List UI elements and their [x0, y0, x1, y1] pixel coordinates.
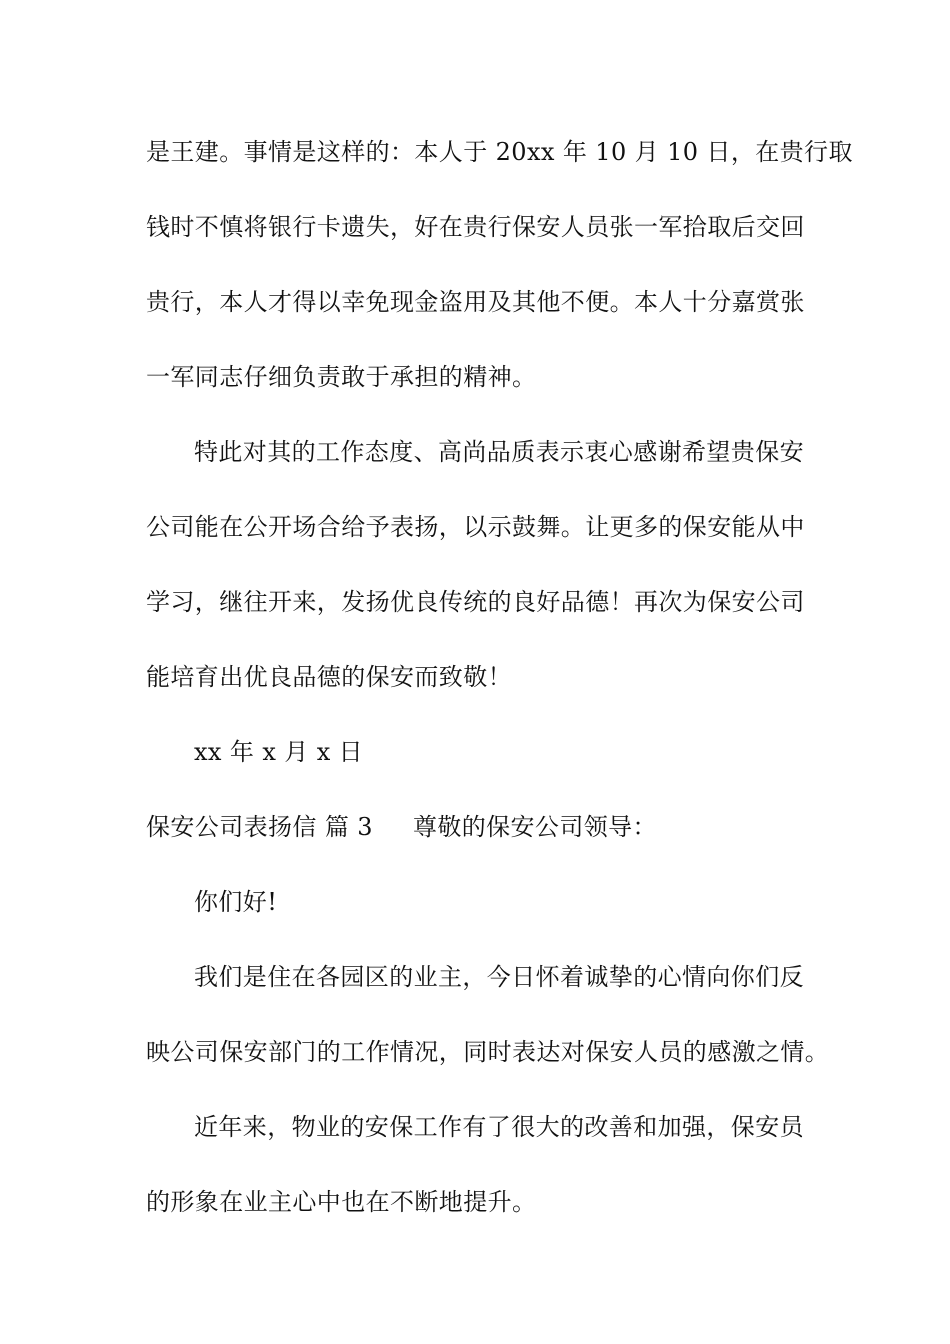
paragraph-2-line-1: 特此对其的工作态度、高尚品质表示衷心感谢希望贵保安: [194, 438, 804, 466]
section-title: 保安公司表扬信 篇 3: [146, 813, 373, 841]
paragraph-1-line-4: 一军同志仔细负责敢于承担的精神。: [146, 363, 537, 391]
paragraph-3-line-2: 映公司保安部门的工作情况，同时表达对保安人员的感激之情。: [146, 1038, 830, 1066]
greeting: 你们好!: [194, 888, 278, 916]
section-heading-row: [146, 811, 657, 843]
salutation: 尊敬的保安公司领导：: [412, 813, 657, 841]
paragraph-4-line-2: 的形象在业主心中也在不断地提升。: [146, 1188, 537, 1216]
date-line: xx 年 x 月 x 日: [194, 738, 364, 766]
paragraph-3-line-1: 我们是住在各园区的业主，今日怀着诚挚的心情向你们反: [194, 963, 804, 991]
paragraph-2-line-4: 能培育出优良品德的保安而致敬！: [146, 663, 512, 691]
paragraph-2-line-3: 学习，继往开来，发扬优良传统的良好品德！再次为保安公司: [146, 588, 805, 616]
paragraph-4-line-1: 近年来，物业的安保工作有了很大的改善和加强，保安员: [194, 1113, 804, 1141]
paragraph-1-line-3: 贵行，本人才得以幸免现金盗用及其他不便。本人十分嘉赏张: [146, 288, 805, 316]
paragraph-1-line-1: 是王建。事情是这样的：本人于 20xx 年 10 月 10 日，在贵行取: [146, 138, 853, 166]
paragraph-1-line-2: 钱时不慎将银行卡遗失，好在贵行保安人员张一军拾取后交回: [146, 213, 805, 241]
paragraph-2-line-2: 公司能在公开场合给予表扬，以示鼓舞。让更多的保安能从中: [146, 513, 805, 541]
